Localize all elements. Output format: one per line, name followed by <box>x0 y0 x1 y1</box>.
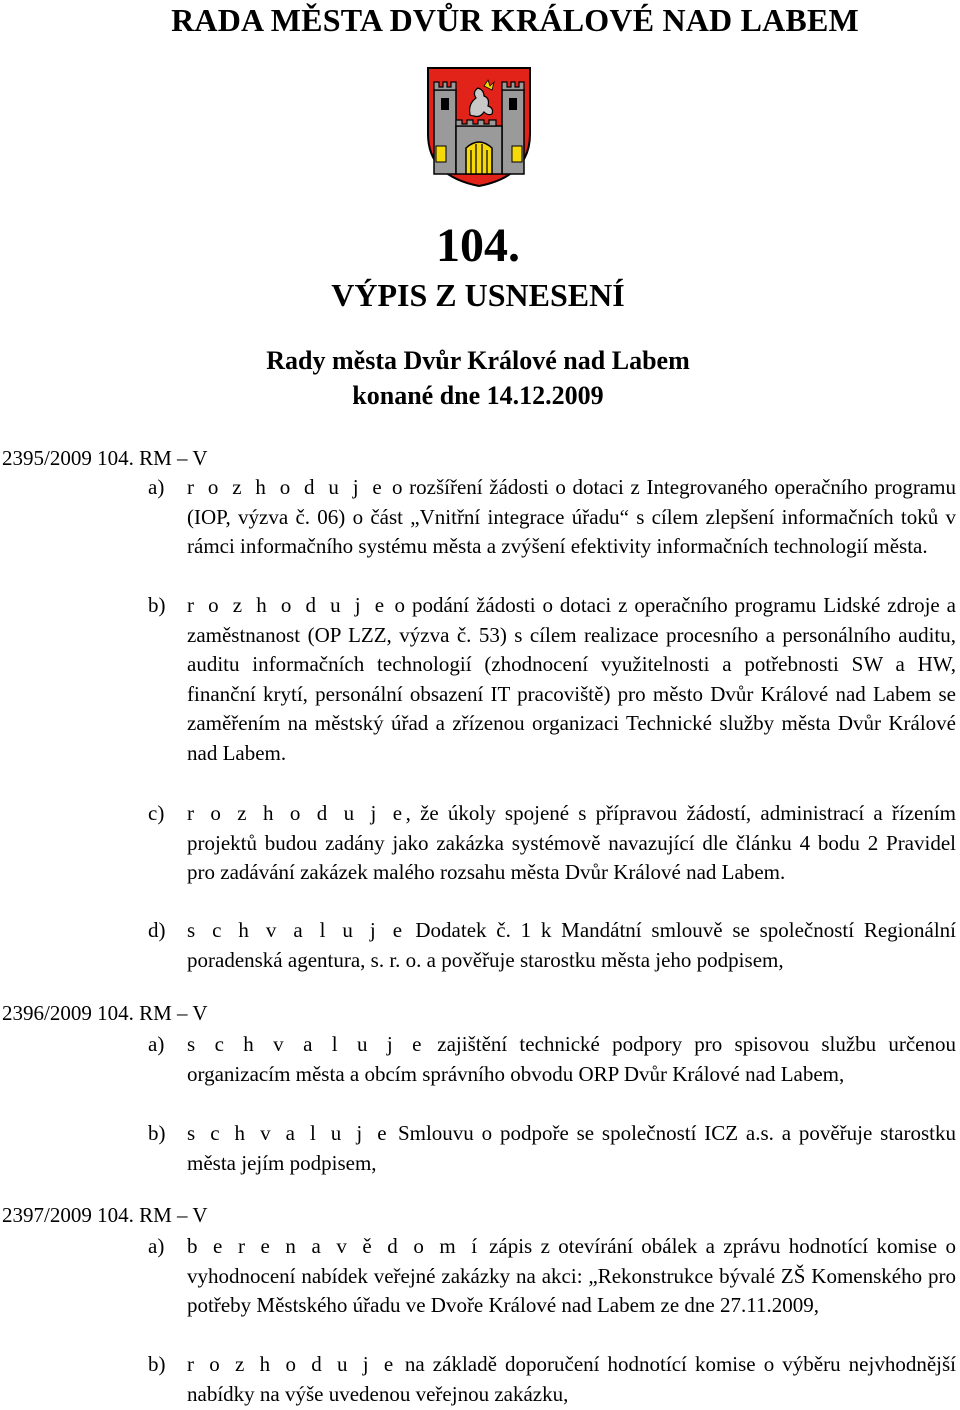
item-label: b) <box>148 1352 166 1376</box>
item-label: a) <box>148 1234 165 1258</box>
resolution-item <box>148 1350 956 1409</box>
document-subtitle: VÝPIS Z USNESENÍ <box>331 277 625 313</box>
meeting-number: 104. <box>436 219 520 272</box>
item-label: d) <box>148 918 166 942</box>
item-text: Dodatek č. 1 k Mandátní smlouvě se společností Regionální poradenská agentura, s. r. o. a pověřuje starostku města jeho podpisem, <box>187 918 956 972</box>
council-line: Rady města Dvůr Králové nad Labem <box>266 346 690 375</box>
item-text: o rozšíření žádosti o dotaci z Integrovaného operačního programu (IOP, výzva č. 06) o část „Vnitřní integrace úřadu“ s cílem zlepšení informačních toků v rámci informačního systému města a zvýšení efektivity informačních technologií města. <box>187 475 956 558</box>
item-label: b) <box>148 593 166 617</box>
resolution-item <box>148 473 956 562</box>
resolution-item <box>148 1030 956 1089</box>
decision-keyword: s c h v a l u j e <box>187 918 406 942</box>
item-label: c) <box>148 801 165 825</box>
city-coat-of-arms-icon <box>424 64 534 188</box>
item-text: na základě doporučení hodnotící komise o výběru nejvhodnější nabídky na výše uvedenou veřejnou zakázku, <box>187 1352 957 1406</box>
resolution-item <box>148 916 956 975</box>
decision-keyword: s c h v a l u j e <box>187 1032 426 1056</box>
resolution-number: 2395/2009 104. RM – V <box>2 446 208 470</box>
resolution-number: 2397/2009 104. RM – V <box>2 1203 208 1227</box>
decision-keyword: r o z h o d u j e <box>187 1352 397 1376</box>
resolution-number: 2396/2009 104. RM – V <box>2 1001 208 1025</box>
item-text: zajištění technické podpory pro spisovou službu určenou organizacím města a obcím správního obvodu ORP Dvůr Králové nad Labem, <box>187 1032 956 1086</box>
item-text: o podání žádosti o dotaci z operačního programu Lidské zdroje a zaměstnanost (OP LZZ, výzva č. 53) s cílem realizace procesního a personálního auditu, auditu informačních technologií (zhodnocení využitelnosti a potřebnosti SW a HW, finanční krytí, personální obsazení IT pracoviště) pro město Dvůr Králové nad Labem se zaměřením na městský úřad a zřízenou organizaci Technické služby města Dvůr Králové nad Labem. <box>187 593 957 765</box>
decision-keyword: b e r e n a v ě d o m í <box>187 1234 481 1258</box>
item-label: b) <box>148 1121 166 1145</box>
item-text: zápis z otevírání obálek a zprávu hodnotící komise o vyhodnocení nabídek veřejné zakázky na akci: „Rekonstrukce bývalé ZŠ Komenského pro potřeby Městského úřadu ve Dvoře Králové nad Labem ze dne 27.11.2009, <box>187 1234 956 1317</box>
decision-keyword: r o z h o d u j e <box>187 593 388 617</box>
resolution-item <box>148 1232 956 1321</box>
item-label: a) <box>148 475 165 499</box>
item-text: Smlouvu o podpoře se společností ICZ a.s. a pověřuje starostku města jejím podpisem, <box>187 1121 956 1175</box>
item-text: , že úkoly spojené s přípravou žádostí, administrací a řízením projektů budou zadány jako zakázka systémově navazující dle článku 4 bodu 2 Pravidel pro zadávání zakázek malého rozsahu města Dvůr Králové nad Labem. <box>187 801 956 884</box>
resolution-item <box>148 591 956 768</box>
meeting-date: konané dne 14.12.2009 <box>352 381 604 410</box>
council-title: RADA MĚSTA DVŮR KRÁLOVÉ NAD LABEM <box>171 2 859 38</box>
item-label: a) <box>148 1032 165 1056</box>
decision-keyword: r o z h o d u j e <box>187 475 386 499</box>
decision-keyword: r o z h o d u j e <box>187 801 406 825</box>
decision-keyword: s c h v a l u j e <box>187 1121 391 1145</box>
resolution-item <box>148 799 956 888</box>
resolution-item <box>148 1119 956 1178</box>
